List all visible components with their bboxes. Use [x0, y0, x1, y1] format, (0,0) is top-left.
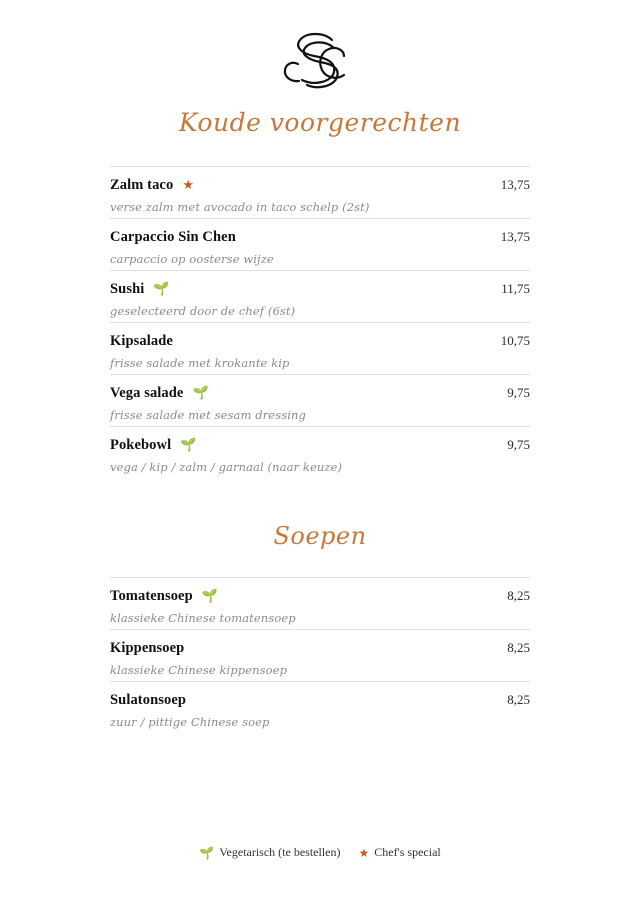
sc-monogram-icon	[274, 28, 366, 98]
menu-item-row	[110, 332, 530, 350]
menu-item	[110, 577, 530, 629]
section-title-koude-voorgerechten: Koude voorgerechten	[178, 108, 462, 137]
menu-item-row	[110, 384, 530, 402]
legend-entry-chefs-special	[358, 845, 440, 860]
legend	[0, 845, 640, 860]
section-title-soepen: Soepen	[273, 522, 367, 550]
menu-item	[110, 681, 530, 733]
menu-item-description: frisse salade met sesam dressing	[110, 408, 306, 422]
menu-item-name: Vega salade	[110, 385, 184, 401]
menu-item-price: 9,75	[507, 385, 530, 400]
menu-item-name: Tomatensoep	[110, 587, 193, 604]
menu-item-price: 13,75	[500, 229, 530, 244]
menu-item-badges	[202, 589, 218, 602]
menu-item-name: Sushi	[110, 281, 145, 297]
menu-item-row	[110, 639, 530, 657]
menu-item-price: 8,25	[507, 587, 530, 603]
vegetarian-sprout-icon: 🌱	[180, 437, 197, 452]
menu-item-description: verse zalm met avocado in taco schelp (2st)	[110, 200, 370, 214]
menu-item-heading	[110, 691, 186, 709]
menu-items-koude-voorgerechten	[110, 166, 530, 478]
menu-item-badges	[180, 438, 196, 451]
menu-item-name: Zalm taco	[110, 177, 174, 193]
menu-item-name: Carpaccio Sin Chen	[110, 229, 236, 245]
menu-item-name: Sulatonsoep	[110, 691, 187, 708]
vegetarian-sprout-icon: 🌱	[192, 385, 209, 400]
menu-item-row	[110, 587, 530, 605]
vegetarian-sprout-icon: 🌱	[199, 845, 215, 860]
menu-item-description: geselecteerd door de chef (6st)	[110, 304, 296, 318]
chefs-special-star-icon: ★	[358, 845, 370, 860]
menu-item-price: 13,75	[500, 177, 530, 192]
menu-item	[110, 166, 530, 218]
menu-item-badges	[182, 178, 194, 191]
menu-item-heading	[110, 639, 184, 657]
legend-label: Vegetarisch (te bestellen)	[219, 845, 341, 859]
menu-item	[110, 218, 530, 270]
vegetarian-sprout-icon: 🌱	[153, 281, 170, 296]
menu-item-row	[110, 691, 530, 709]
menu-item-price: 9,75	[507, 437, 530, 452]
menu-item-name: Kippensoep	[110, 639, 185, 656]
menu-item-heading	[110, 332, 173, 350]
menu-item-heading	[110, 176, 194, 194]
menu-item-row	[110, 436, 530, 454]
menu-item-name: Kipsalade	[110, 333, 173, 349]
legend-label: Chef's special	[374, 845, 441, 859]
menu-item-badges	[153, 282, 169, 295]
menu-item-row	[110, 228, 530, 246]
menu-item-heading	[110, 280, 170, 298]
menu-item-description: klassieke Chinese tomatensoep	[110, 610, 296, 625]
menu-item-description: vega / kip / zalm / garnaal (naar keuze)	[110, 460, 343, 474]
menu-item-name: Pokebowl	[110, 437, 172, 453]
menu-item	[110, 374, 530, 426]
menu-item-price: 10,75	[500, 333, 530, 348]
menu-item-heading	[110, 587, 218, 605]
menu-item-description: frisse salade met krokante kip	[110, 356, 290, 370]
menu-item-badges	[192, 386, 208, 399]
menu-item	[110, 270, 530, 322]
menu-item-row	[110, 176, 530, 194]
menu-item-description: zuur / pittige Chinese soep	[110, 714, 270, 729]
restaurant-logo	[110, 0, 530, 102]
legend-entry-vegetarian	[199, 845, 340, 860]
menu-item	[110, 426, 530, 478]
vegetarian-sprout-icon: 🌱	[201, 587, 218, 603]
menu-item	[110, 322, 530, 374]
menu-item-price: 11,75	[501, 281, 530, 296]
menu-item	[110, 629, 530, 681]
menu-item-heading	[110, 228, 236, 246]
menu-item-description: klassieke Chinese kippensoep	[110, 662, 288, 677]
menu-item-heading	[110, 436, 196, 454]
menu-item-price: 8,25	[507, 691, 530, 707]
menu-item-description: carpaccio op oosterse wijze	[110, 252, 274, 266]
section-spacer	[110, 478, 530, 522]
chefs-special-star-icon: ★	[182, 177, 194, 192]
menu-item-row	[110, 280, 530, 298]
menu-item-heading	[110, 384, 209, 402]
menu-items-soepen	[110, 577, 530, 733]
menu-item-price: 8,25	[507, 639, 530, 655]
